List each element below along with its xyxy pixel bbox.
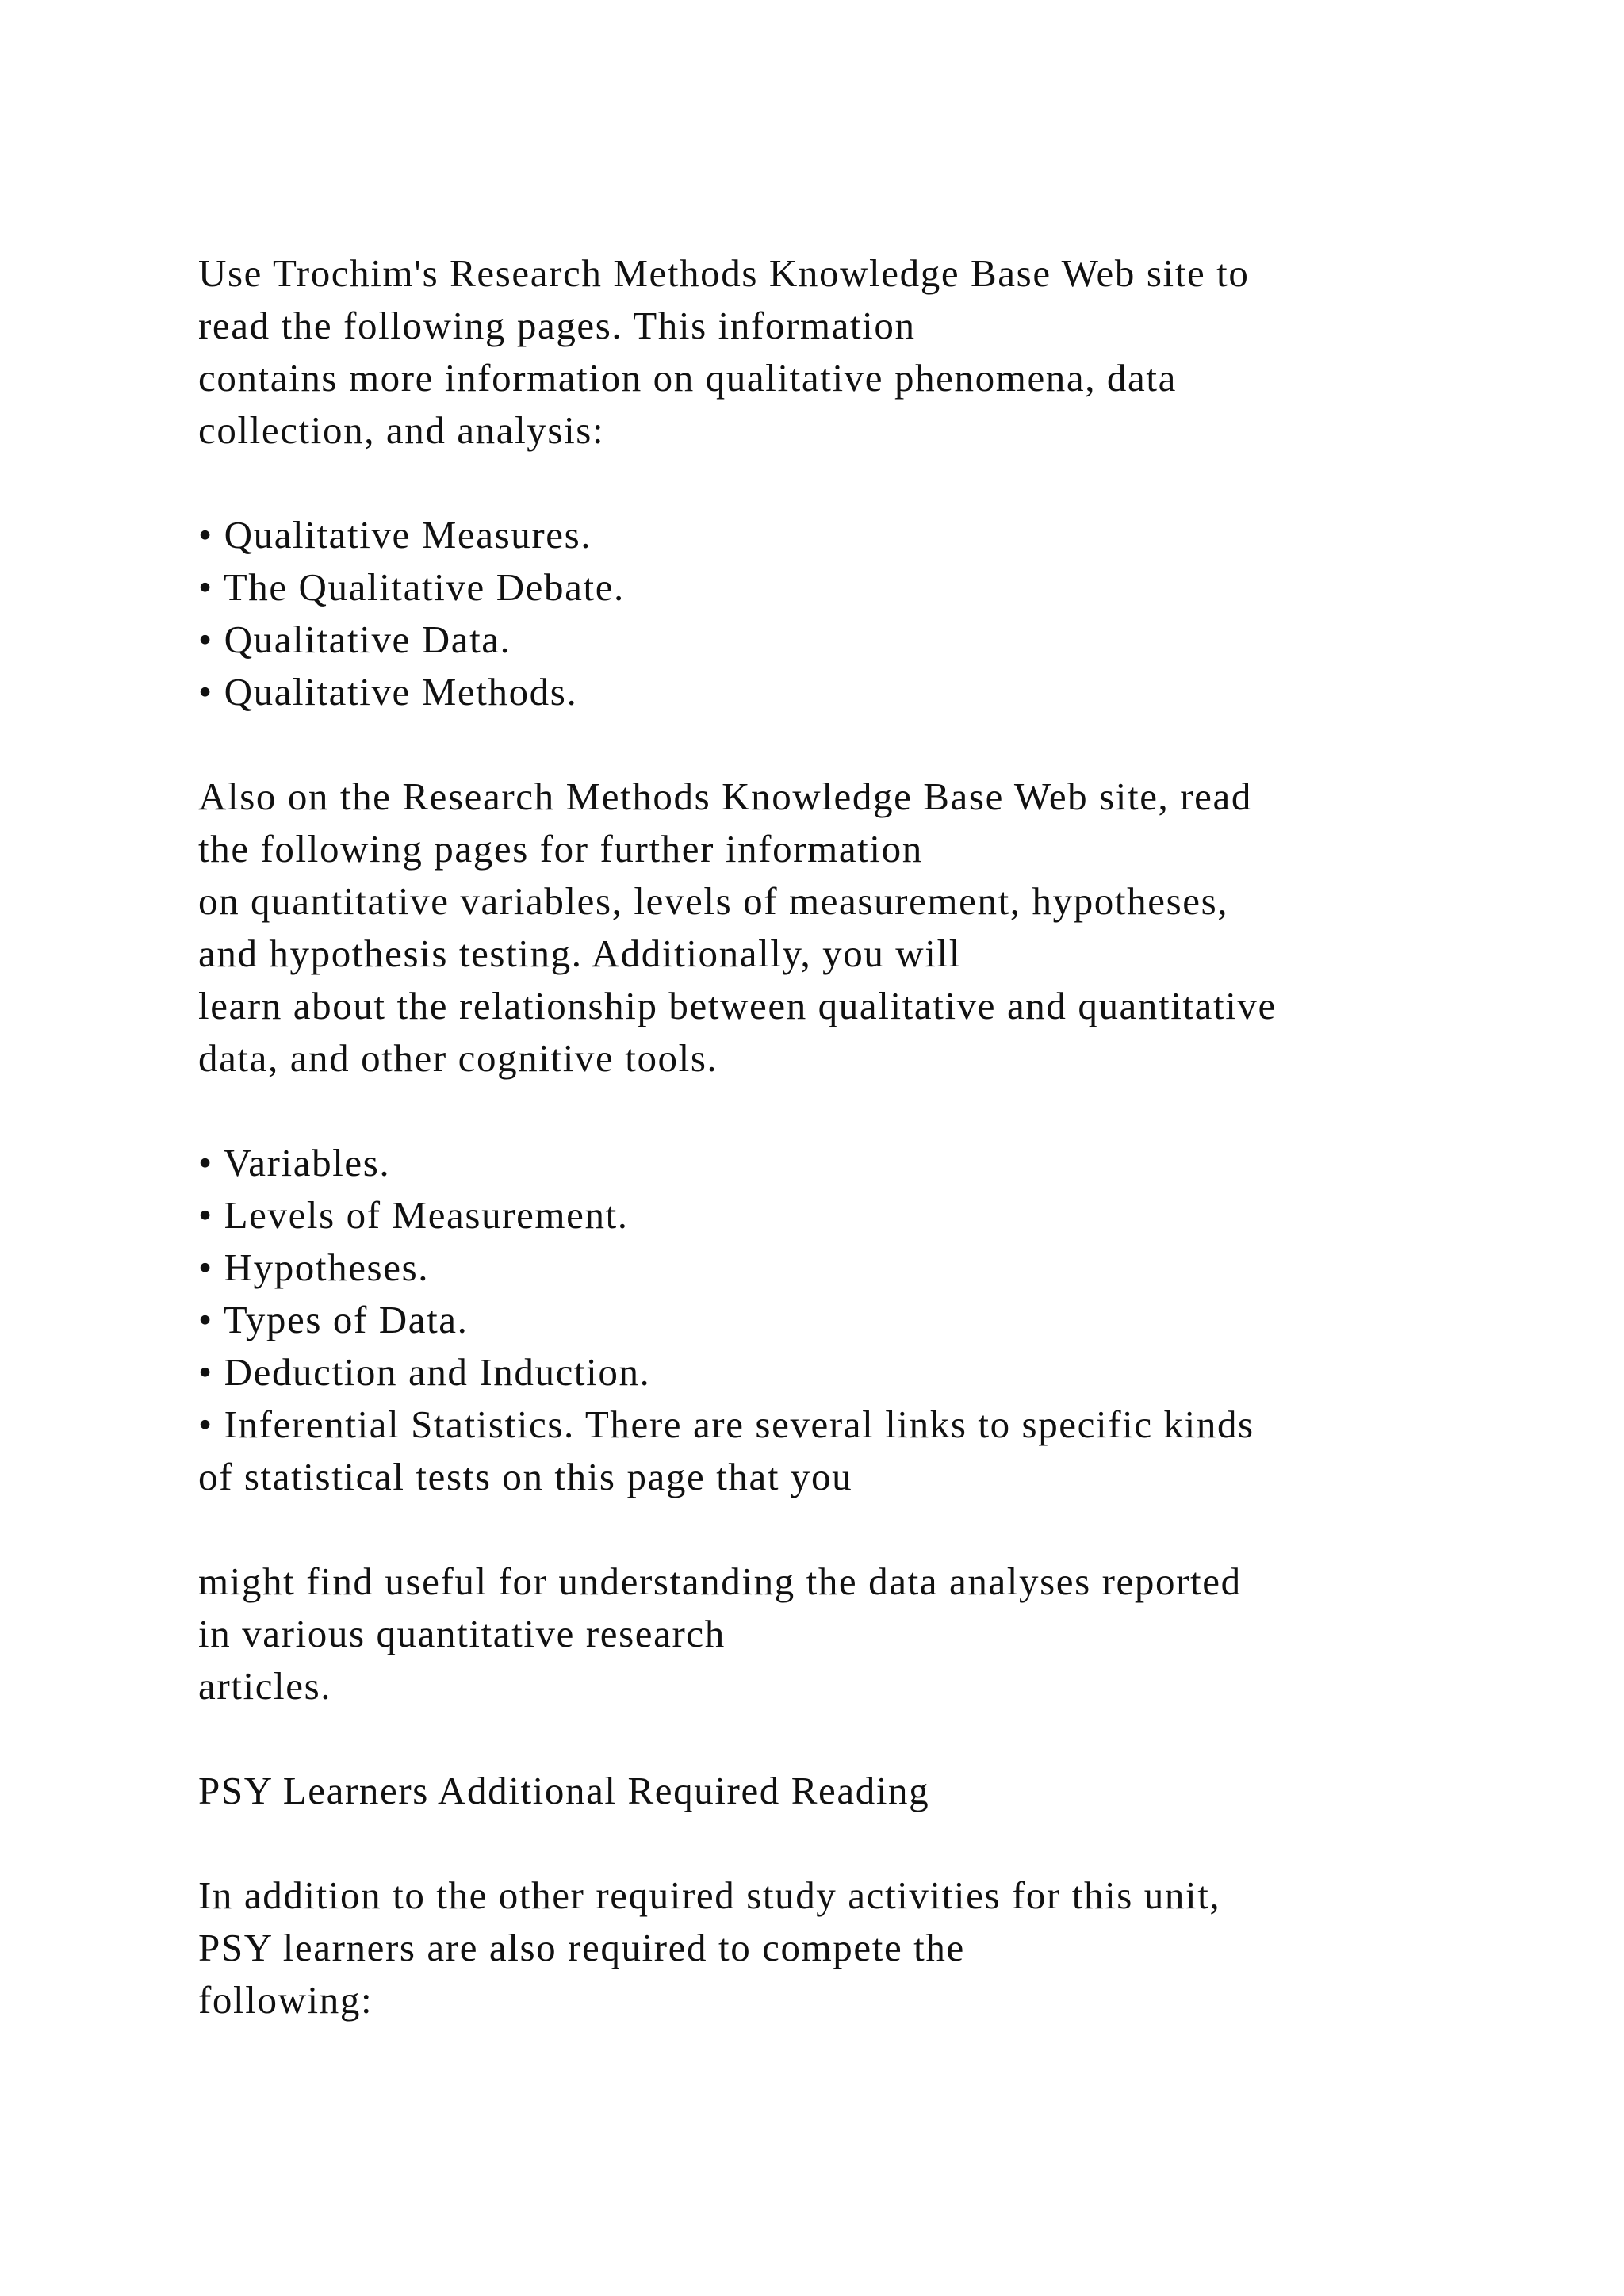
text-line: in various quantitative research — [198, 1612, 726, 1655]
list-item: • Types of Data. — [198, 1298, 469, 1341]
list-item: of statistical tests on this page that you — [198, 1455, 853, 1498]
paragraph-intro — [198, 247, 1507, 457]
spacer — [198, 1712, 1507, 1765]
list-item: • Deduction and Induction. — [198, 1350, 651, 1394]
text-line: contains more information on qualitative phenomena, data — [198, 356, 1177, 400]
text-line: In addition to the other required study activities for this unit, — [198, 1873, 1221, 1917]
text-line: the following pages for further information — [198, 827, 923, 871]
text-line: and hypothesis testing. Additionally, you will — [198, 932, 961, 975]
list-item: • Hypotheses. — [198, 1246, 430, 1289]
list-item: • Levels of Measurement. — [198, 1193, 629, 1237]
paragraph-psy — [198, 1869, 1507, 2026]
text-line: collection, and analysis: — [198, 408, 605, 452]
text-line: might find useful for understanding the data analyses reported — [198, 1559, 1242, 1603]
text-line: Also on the Research Methods Knowledge Base Web site, read — [198, 775, 1252, 818]
text-line: PSY learners are also required to compete the — [198, 1926, 965, 1969]
spacer — [198, 457, 1507, 509]
list-item: • Variables. — [198, 1141, 391, 1184]
text-line: Use Trochim's Research Methods Knowledge Base Web site to — [198, 251, 1250, 295]
text-line: learn about the relationship between qualitative and quantitative — [198, 984, 1277, 1027]
spacer — [198, 1817, 1507, 1869]
qualitative-reading-list — [198, 509, 1507, 718]
text-line: articles. — [198, 1664, 332, 1708]
list-item: • Qualitative Data. — [198, 618, 511, 661]
spacer — [198, 1085, 1507, 1137]
list-item: • Qualitative Methods. — [198, 670, 578, 714]
section-heading: PSY Learners Additional Required Reading — [198, 1769, 930, 1812]
list-item: • Inferential Statistics. There are several links to specific kinds — [198, 1402, 1254, 1446]
spacer — [198, 1503, 1507, 1556]
list-item: • Qualitative Measures. — [198, 513, 592, 557]
text-line: following: — [198, 1978, 373, 2022]
paragraph-quantitative — [198, 771, 1507, 1085]
text-line: data, and other cognitive tools. — [198, 1036, 718, 1080]
list-item: • The Qualitative Debate. — [198, 565, 625, 609]
document-body — [198, 247, 1507, 2026]
text-line: read the following pages. This information — [198, 304, 916, 347]
text-line: on quantitative variables, levels of measurement, hypotheses, — [198, 879, 1229, 923]
quantitative-reading-list — [198, 1137, 1507, 1503]
spacer — [198, 718, 1507, 771]
paragraph-continuation — [198, 1556, 1507, 1712]
